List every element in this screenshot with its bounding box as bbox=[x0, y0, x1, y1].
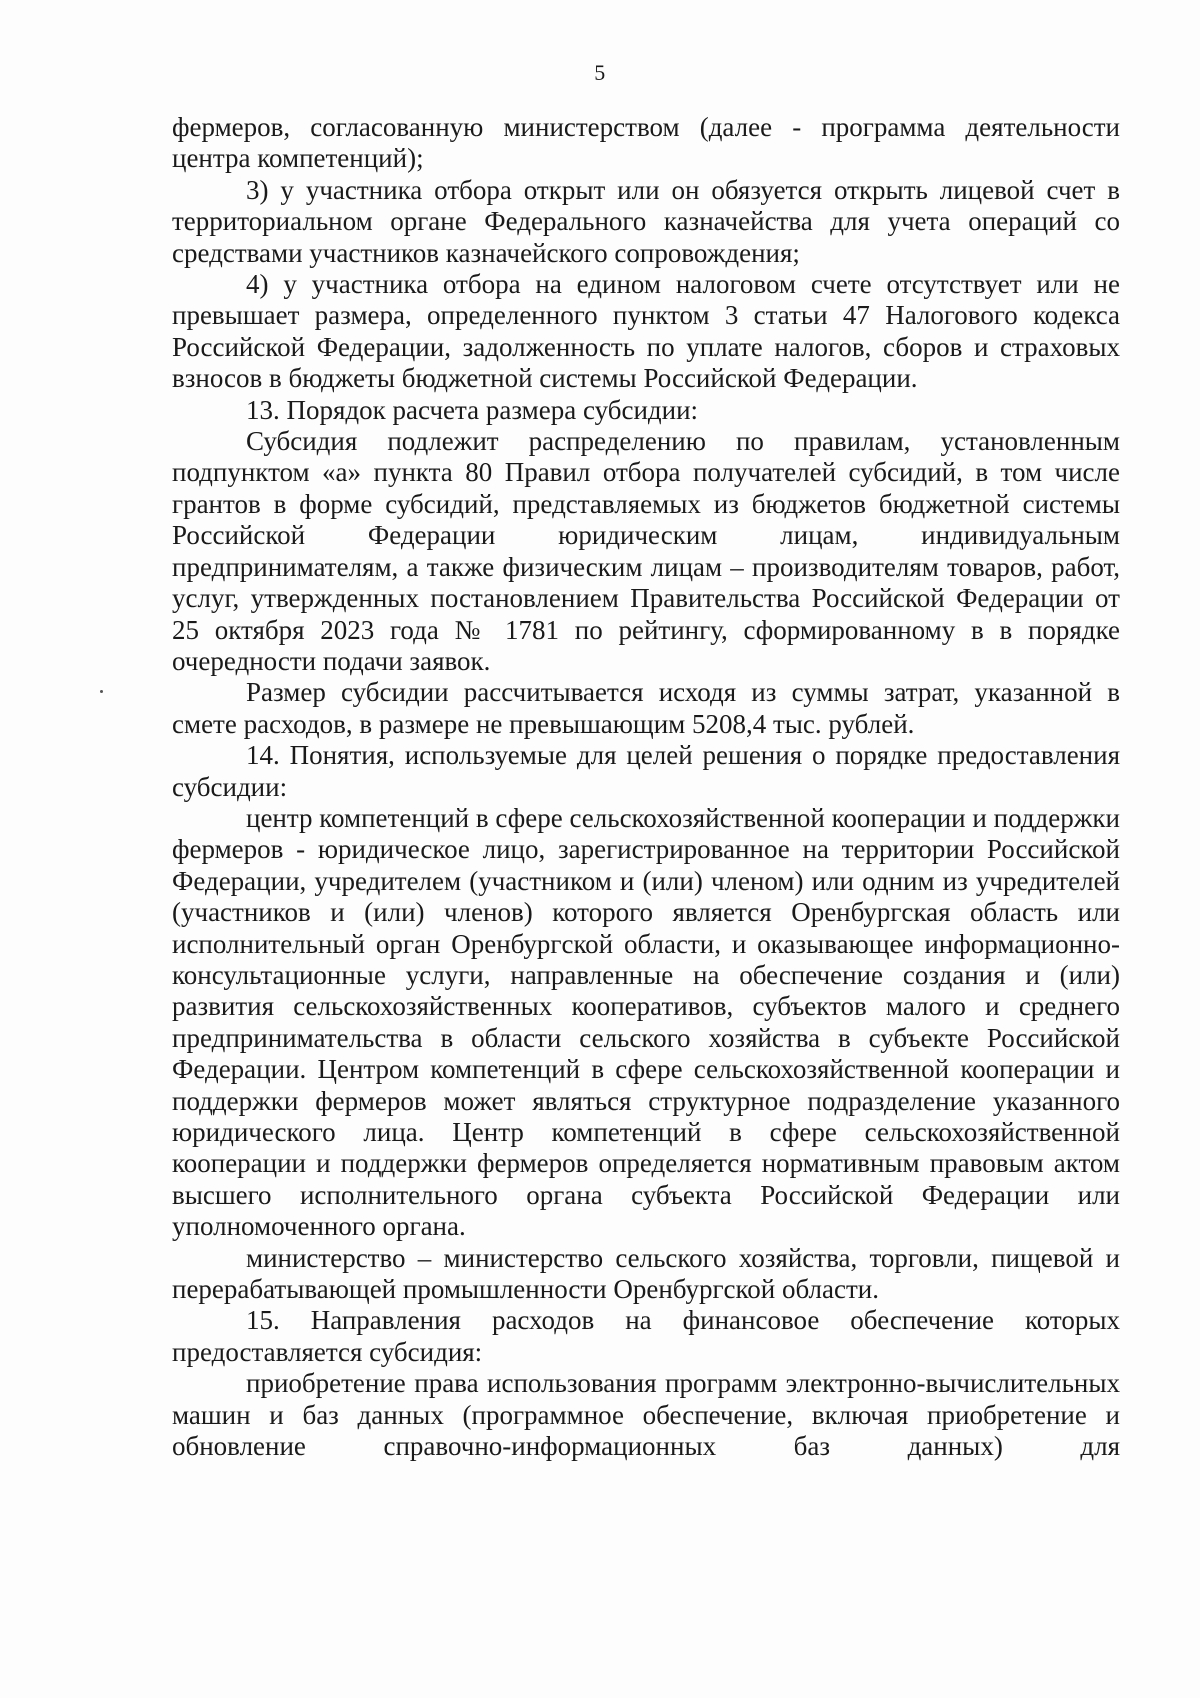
paragraph-competence-center-definition: центр компетенций в сфере сельскохозяйственной кооперации и поддержки фермеров - юридическое лицо, зарегистрированное на территории Российской Федерации, учредителем (участником и (или) членом) или одним из учредителей (участников и (или) членов) которого является Оренбургская область или исполнительный орган Оренбургской области, и оказывающее информационно-консультационные услуги, направленные на обеспечение создания и (или) развития сельскохозяйственных кооперативов, субъектов малого и среднего предпринимательства в области сельского хозяйства в субъекте Российской Федерации. Центром компетенций в сфере сельскохозяйственной кооперации и поддержки фермеров может являться структурное подразделение указанного юридического лица. Центр компетенций в сфере сельскохозяйственной кооперации и поддержки фермеров определяется нормативным правовым актом высшего исполнительного органа субъекта Российской Федерации или уполномоченного органа. bbox=[172, 802, 1120, 1242]
margin-mark bbox=[100, 690, 103, 693]
paragraph-expense-direction: приобретение права использования программ электронно-вычислительных машин и баз данных (программное обеспечение, включая приобретение и обновление справочно-информационных баз данных) для bbox=[172, 1368, 1120, 1462]
section-13-heading: 13. Порядок расчета размера субсидии: bbox=[246, 394, 699, 425]
paragraph-subsidy-amount: Размер субсидии рассчитывается исходя из суммы затрат, указанной в смете расходов, в размере не превышающим 5208,4 тыс. рублей. bbox=[172, 677, 1120, 739]
page-number: 5 bbox=[594, 60, 606, 85]
section-14-heading: 14. Понятия, используемые для целей решения о порядке предоставления субсидии: bbox=[172, 740, 1120, 802]
paragraph-ministry-definition: министерство – министерство сельского хозяйства, торговли, пищевой и перерабатывающей промышленности Оренбургской области. bbox=[172, 1242, 1120, 1305]
paragraph-item-4: 4) у участника отбора на едином налоговом счете отсутствует или не превышает размера, определенного пунктом 3 статьи 47 Налогового кодекса Российской Федерации, задолженность по уплате налогов, сборов и страховых взносов в бюджеты бюджетной системы Российской Федерации. bbox=[172, 269, 1120, 394]
section-15-heading: 15. Направления расходов на финансовое обеспечение которых предоставляется субсидия: bbox=[172, 1305, 1120, 1367]
document-body bbox=[172, 112, 1120, 1462]
paragraph-subsidy-distribution: Субсидия подлежит распределению по правилам, установленным подпунктом «а» пункта 80 Правил отбора получателей субсидий, в том числе грантов в форме субсидий, представляемых из бюджетов бюджетной системы Российской Федерации юридическим лицам, индивидуальным предпринимателям, а также физическим лицам – производителям товаров, работ, услуг, утвержденных постановлением Правительства Российской Федерации от 25 октября 2023 года № 1781 по рейтингу, сформированному в в порядке очередности подачи заявок. bbox=[172, 426, 1120, 676]
paragraph-program-continuation: фермеров, согласованную министерством (далее - программа деятельности центра компетенций); bbox=[172, 112, 1120, 174]
paragraph-item-3: 3) у участника отбора открыт или он обязуется открыть лицевой счет в территориальном органе Федерального казначейства для учета операций со средствами участников казначейского сопровождения; bbox=[172, 174, 1120, 268]
